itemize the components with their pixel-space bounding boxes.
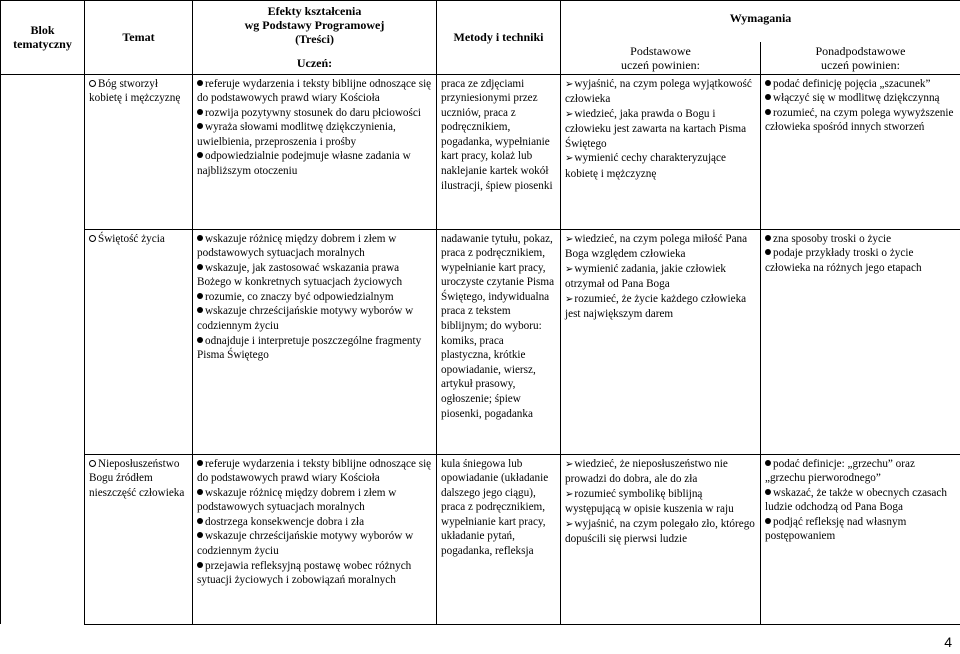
list-item — [765, 486, 956, 515]
header-podstawowe-title: Podstawowe — [630, 43, 691, 58]
wymaganie-text: wyjaśnić, na czym polegało zło, którego dopuścili się pierwsi ludzie — [565, 517, 755, 546]
header-temat: Temat — [85, 1, 193, 75]
wymaganie-text: włączyć się w modlitwę dziękczynną — [773, 92, 940, 105]
metody-cell — [437, 454, 561, 624]
bullet-icon — [197, 307, 203, 313]
list-item — [197, 106, 432, 121]
bullet-icon — [765, 235, 771, 241]
arrow-bullet-icon: ➢ — [565, 293, 574, 305]
table-row — [1, 74, 960, 229]
efekt-text: odnajduje i interpretuje poszczególne fragmenty Pisma Świętego — [197, 334, 422, 362]
list-item — [565, 107, 756, 152]
arrow-bullet-icon: ➢ — [565, 108, 574, 120]
metody-text: praca ze zdjęciami przyniesionymi przez uczniów, praca z podręcznikiem, pogadanka, wypełnianie kart pracy, kolaż lub naklejanie kartek wokół ilustracji, śpiew piosenki — [441, 77, 553, 192]
efekt-text: rozwija pozytywny stosunek do daru płciowości — [205, 106, 421, 119]
list-item — [765, 91, 956, 106]
list-item — [197, 457, 432, 486]
list-item — [197, 529, 432, 558]
wymaganie-text: wymienić cechy charakteryzujące kobietę i mężczyznę — [565, 152, 726, 181]
wymaganie-text: wymienić zadania, jakie człowiek otrzymał od Pana Boga — [565, 262, 726, 291]
list-item — [197, 559, 432, 588]
list-item — [765, 106, 956, 135]
podstawowe-cell — [561, 229, 761, 454]
list-item — [565, 151, 756, 181]
ponad-cell — [761, 74, 960, 229]
bullet-icon — [89, 235, 96, 242]
table-row — [1, 454, 960, 624]
metody-text: kula śniegowa lub opowiadanie (układanie dalszego jego ciągu), praca z podręcznikiem, wypełnianie kart pracy, układanie pytań, pogadanka, refleksja — [441, 457, 549, 558]
list-item — [197, 149, 432, 178]
temat-text: Świętość życia — [98, 232, 165, 245]
bullet-icon — [197, 532, 203, 538]
bullet-icon — [197, 460, 203, 466]
arrow-bullet-icon: ➢ — [565, 518, 574, 530]
wymaganie-text: wskazać, że także w obecnych czasach ludzie odchodzą od Pana Boga — [765, 486, 947, 514]
efekty-cell — [193, 454, 437, 624]
header-ponad-sub: uczeń powinien: — [821, 57, 900, 72]
header-efekty-line3: (Treści) — [295, 32, 334, 46]
bullet-icon — [765, 518, 771, 524]
list-item — [565, 517, 756, 547]
header-wymagania: Wymagania — [561, 1, 960, 42]
header-podstawowe-sub: uczeń powinien: — [621, 57, 700, 72]
bullet-icon — [765, 460, 771, 466]
list-item — [565, 262, 756, 292]
list-item — [765, 457, 956, 486]
header-metody: Metody i techniki — [437, 1, 561, 75]
efekt-text: wskazuje różnicę między dobrem i złem w podstawowych sytuacjach moralnych — [197, 486, 397, 514]
header-ponad — [761, 42, 960, 75]
ponad-cell — [761, 454, 960, 624]
bullet-icon — [197, 264, 203, 270]
bullet-icon — [197, 489, 203, 495]
efekt-text: rozumie, co znaczy być odpowiedzialnym — [205, 290, 394, 303]
temat-text: Bóg stworzył kobietę i mężczyznę — [89, 77, 181, 105]
arrow-bullet-icon: ➢ — [565, 78, 574, 90]
efekt-text: przejawia refleksyjną postawę wobec różnych sytuacji życiowych i zobowiązań moralnych — [197, 559, 412, 587]
bullet-icon — [197, 80, 203, 86]
podstawowe-cell — [561, 454, 761, 624]
list-item — [197, 486, 432, 515]
arrow-bullet-icon: ➢ — [565, 458, 574, 470]
temat-text: Nieposłuszeństwo Bogu źródłem nieszczęść człowieka — [89, 457, 185, 499]
metody-cell — [437, 74, 561, 229]
bullet-icon — [197, 293, 203, 299]
bullet-icon — [197, 152, 203, 158]
temat-cell — [85, 74, 193, 229]
metody-cell — [437, 229, 561, 454]
bullet-icon — [197, 123, 203, 129]
efekt-text: odpowiedzialnie podejmuje własne zadania w najbliższym otoczeniu — [197, 150, 411, 178]
efekt-text: wskazuje chrześcijańskie motywy wyborów w codziennym życiu — [197, 530, 414, 558]
bullet-icon — [197, 337, 203, 343]
wymaganie-text: wyjaśnić, na czym polega wyjątkowość człowieka — [565, 77, 752, 106]
list-item — [565, 457, 756, 487]
header-ponad-title: Ponadpodstawowe — [815, 43, 906, 58]
wymaganie-text: podaje przykłady troski o życie człowieka na różnych jego etapach — [765, 247, 922, 274]
list-item — [565, 77, 756, 107]
wymaganie-text: wiedzieć, że nieposłuszeństwo nie prowadzi do dobra, ale do zła — [565, 457, 728, 486]
efekt-text: referuje wydarzenia i teksty biblijne odnoszące się do podstawowych prawd wiary Kościoła — [197, 77, 432, 105]
header-blok: Blok tematyczny — [1, 1, 85, 75]
bullet-icon — [197, 562, 203, 568]
temat-cell — [85, 454, 193, 624]
header-efekty — [193, 1, 437, 75]
bullet-icon — [765, 94, 771, 100]
blok-cell — [1, 74, 85, 624]
list-item — [565, 487, 756, 517]
list-item — [197, 290, 432, 305]
list-item — [765, 246, 956, 275]
bullet-icon — [765, 80, 771, 86]
wymaganie-text: rozumieć, że życie każdego człowieka jest największym darem — [565, 292, 747, 321]
wymaganie-text: zna sposoby troski o życie — [773, 232, 892, 245]
arrow-bullet-icon: ➢ — [565, 153, 574, 165]
list-item — [197, 304, 432, 333]
header-efekty-line2: wg Podstawy Programowej — [244, 18, 385, 32]
header-efekty-line1: Efekty kształcenia — [267, 4, 362, 18]
list-item — [197, 232, 432, 261]
efekty-cell — [193, 74, 437, 229]
efekt-text: wskazuje różnicę między dobrem i złem w podstawowych sytuacjach moralnych — [197, 232, 397, 260]
efekt-text: referuje wydarzenia i teksty biblijne odnoszące się do podstawowych prawd wiary Kościoła — [197, 457, 432, 485]
ponad-cell — [761, 229, 960, 454]
list-item — [565, 232, 756, 262]
bullet-icon — [89, 460, 96, 467]
list-item — [765, 77, 956, 92]
wymaganie-text: rozumieć, na czym polega wywyższenie człowieka spośród innych stworzeń — [765, 106, 954, 134]
bullet-icon — [765, 109, 771, 115]
efekt-text: wyraża słowami modlitwę dziękczynienia, uwielbienia, przeproszenia i prośby — [197, 121, 396, 148]
list-item — [197, 261, 432, 290]
efekt-text: wskazuje chrześcijańskie motywy wyborów w codziennym życiu — [197, 305, 414, 333]
wymaganie-text: wiedzieć, jaka prawda o Bogu i człowieku jest zawarta na kartach Pisma Świętego — [565, 107, 747, 150]
list-item — [197, 77, 432, 106]
bullet-icon — [765, 249, 771, 255]
arrow-bullet-icon: ➢ — [565, 263, 574, 275]
efekt-text: wskazuje, jak zastosować wskazania prawa Bożego w konkretnych sytuacjach życiowych — [197, 261, 403, 289]
wymaganie-text: podjąć refleksję nad własnym postępowaniem — [765, 515, 907, 543]
bullet-icon — [197, 518, 203, 524]
table-row — [1, 229, 960, 454]
wymaganie-text: rozumieć symbolikę biblijną występującą w opisie kuszenia w raju — [565, 487, 734, 516]
wymaganie-text: podać definicje: „grzechu” oraz „grzechu pierworodnego” — [765, 457, 915, 485]
bullet-icon — [89, 80, 96, 87]
metody-text: nadawanie tytułu, pokaz, praca z podręcznikiem, wypełnianie kart pracy, uroczyste czytanie Pisma Świętego, indywidualna praca z tekstem biblijnym; do wyboru: komiks, praca plastyczna, krótkie opowiadanie, wiersz, artykuł prasowy, ogłoszenie; śpiew piosenki, pogadanka — [441, 232, 555, 420]
list-item — [765, 515, 956, 544]
wymaganie-text: podać definicję pojęcia „szacunek” — [773, 77, 931, 90]
arrow-bullet-icon: ➢ — [565, 488, 574, 500]
bullet-icon — [197, 235, 203, 241]
list-item — [765, 232, 956, 247]
podstawowe-cell — [561, 74, 761, 229]
efekt-text: dostrzega konsekwencje dobra i zła — [205, 515, 365, 528]
efekty-cell — [193, 229, 437, 454]
bullet-icon — [197, 109, 203, 115]
list-item — [197, 334, 432, 363]
page-number: 4 — [944, 634, 952, 650]
list-item — [197, 120, 432, 149]
header-efekty-uczen: Uczeń: — [296, 56, 333, 70]
list-item — [565, 292, 756, 322]
header-podstawowe — [561, 42, 761, 75]
list-item — [197, 515, 432, 530]
arrow-bullet-icon: ➢ — [565, 233, 574, 245]
wymaganie-text: wiedzieć, na czym polega miłość Pana Boga względem człowieka — [565, 232, 748, 261]
bullet-icon — [765, 489, 771, 495]
temat-cell — [85, 229, 193, 454]
